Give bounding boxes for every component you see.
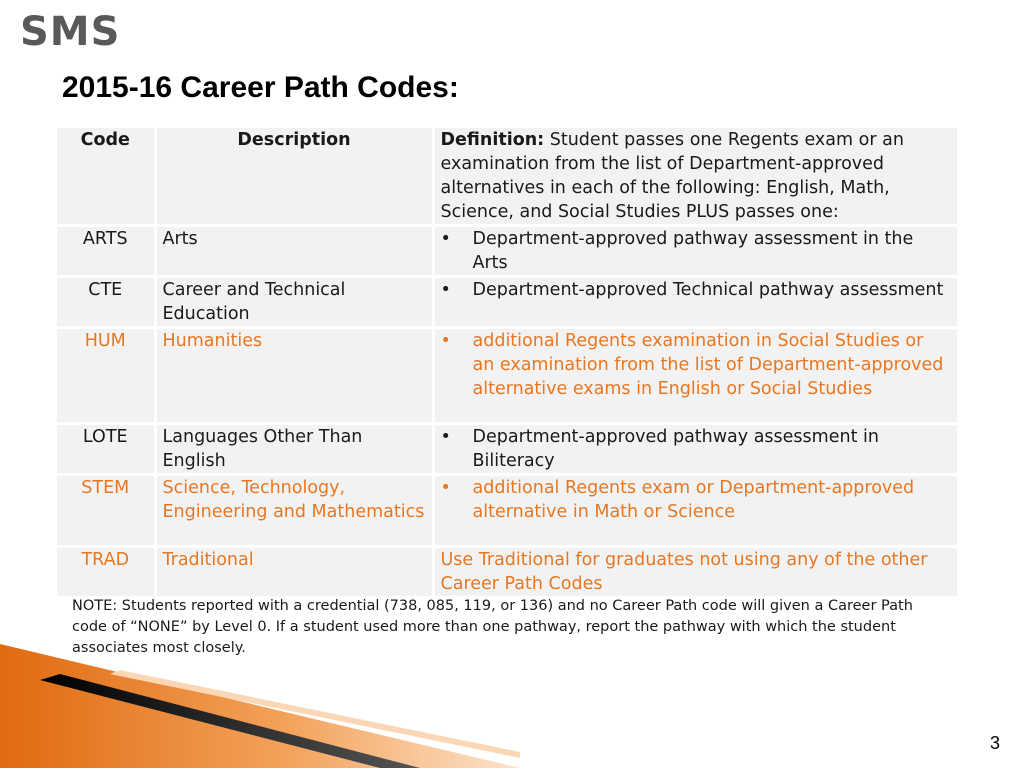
row-code: HUM bbox=[57, 328, 155, 424]
table-row bbox=[57, 277, 958, 328]
row-code: LOTE bbox=[57, 424, 155, 475]
row-description: Arts bbox=[155, 226, 433, 277]
row-definition-text: Department-approved pathway assessment in the Arts bbox=[472, 229, 914, 273]
row-definition-text: Department-approved Technical pathway assessment bbox=[472, 280, 944, 300]
bullet-icon: • bbox=[440, 331, 451, 351]
bullet-icon: • bbox=[440, 427, 451, 447]
bullet-icon: • bbox=[440, 280, 451, 300]
career-path-table bbox=[57, 128, 960, 599]
row-description: Humanities bbox=[155, 328, 433, 424]
table-row bbox=[57, 424, 958, 475]
definition-label: Definition: bbox=[440, 130, 545, 150]
row-code: TRAD bbox=[57, 547, 155, 598]
row-description: Science, Technology, Engineering and Mathematics bbox=[155, 475, 433, 547]
definition-text: Student passes one Regents exam or an examination from the list of Department-approved alternatives in each of the following: English, Math, Science, and Social Studies PLUS passes one: bbox=[440, 130, 904, 222]
header-definition bbox=[433, 128, 958, 226]
footnote: NOTE: Students reported with a credential (738, 085, 119, or 136) and no Career Path code will given a Career Path code of “NONE” by Level 0. If a student used more than one pathway, report the pathway with which the student associates most closely. bbox=[72, 598, 913, 656]
page-title: 2015-16 Career Path Codes: bbox=[62, 71, 459, 104]
row-definition-text: Department-approved pathway assessment in Biliteracy bbox=[472, 427, 879, 471]
table-row bbox=[57, 547, 958, 598]
header-description: Description bbox=[155, 128, 433, 226]
header-code: Code bbox=[57, 128, 155, 226]
row-code: STEM bbox=[57, 475, 155, 547]
orange-swoosh bbox=[0, 644, 520, 768]
row-description: Traditional bbox=[155, 547, 433, 598]
decorative-swoosh bbox=[0, 640, 520, 768]
row-definition: Use Traditional for graduates not using any of the other Career Path Codes bbox=[433, 547, 958, 598]
row-definition-text: additional Regents examination in Social Studies or an examination from the list of Department-approved alternative exams in English or Social Studies bbox=[472, 331, 944, 399]
table-row bbox=[57, 328, 958, 424]
bullet-icon: • bbox=[440, 229, 451, 249]
row-code: CTE bbox=[57, 277, 155, 328]
table-row bbox=[57, 475, 958, 547]
row-description: Languages Other Than English bbox=[155, 424, 433, 475]
row-definition bbox=[433, 328, 958, 424]
table-header-row bbox=[57, 128, 958, 226]
row-code: ARTS bbox=[57, 226, 155, 277]
row-definition bbox=[433, 475, 958, 547]
page-number: 3 bbox=[989, 733, 1000, 753]
row-definition bbox=[433, 226, 958, 277]
table-row bbox=[57, 226, 958, 277]
sms-logo: SMS bbox=[20, 9, 121, 55]
row-definition bbox=[433, 277, 958, 328]
row-definition-text: additional Regents exam or Department-approved alternative in Math or Science bbox=[472, 478, 915, 522]
row-definition bbox=[433, 424, 958, 475]
bullet-icon: • bbox=[440, 478, 451, 498]
row-description: Career and Technical Education bbox=[155, 277, 433, 328]
